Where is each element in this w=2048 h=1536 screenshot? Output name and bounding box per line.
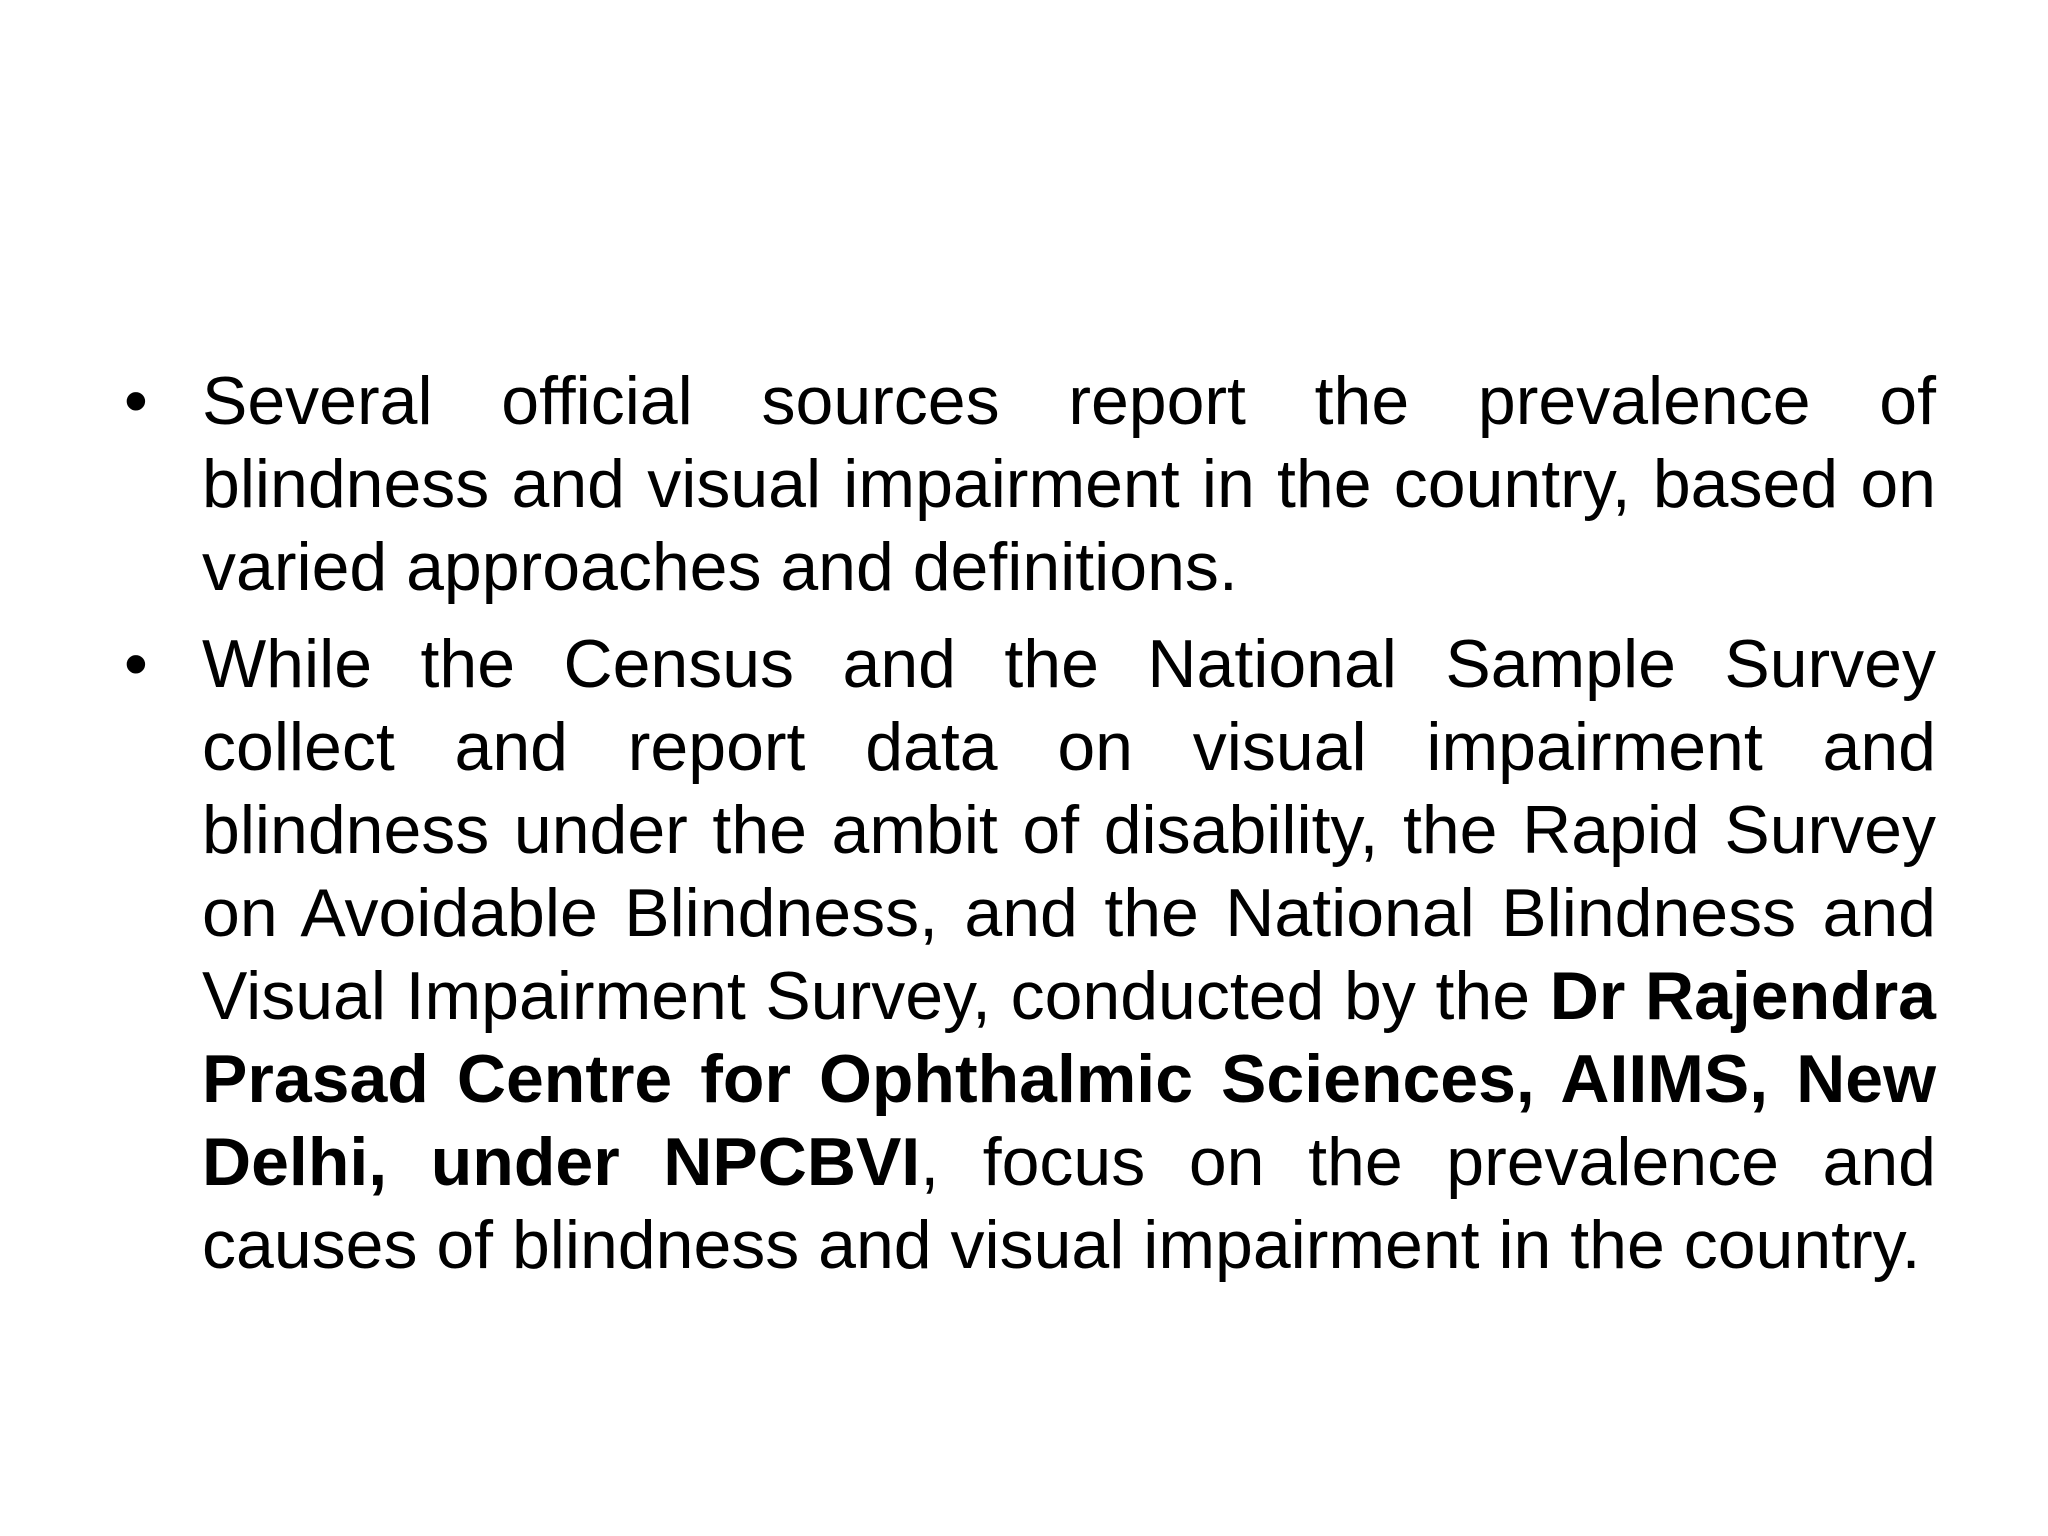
bullet-marker: • — [124, 363, 148, 439]
bullet-text-before: While the Census and the National Sample Survey collect and report data on visual impairment and blindness under the ambit of disability, the Rapid Survey on Avoidable Blindness, and the National Blindness and Visual Impairment Survey, conducted by the — [202, 626, 1936, 1034]
bullet-marker: • — [124, 626, 148, 702]
bullet-item-2 — [124, 623, 1936, 1287]
bullet-list — [124, 360, 1936, 1301]
bullet-text: Several official sources report the prevalence of blindness and visual impairment in the country, based on varied approaches and definitions. — [202, 363, 1936, 605]
bullet-text-after: , focus on the prevalence and causes of blindness and visual impairment in the country. — [202, 1124, 1936, 1283]
bullet-item-1 — [124, 360, 1936, 609]
bullet-text-bold: Dr Rajendra Prasad Centre for Ophthalmic Sciences, AIIMS, New Delhi, under NPCBVI — [202, 958, 1936, 1200]
